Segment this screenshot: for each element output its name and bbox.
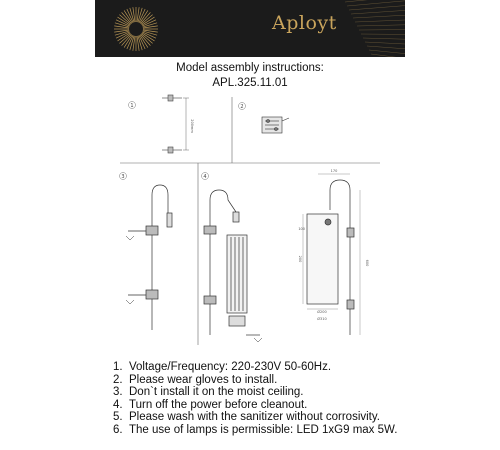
dimension-label: 600	[365, 259, 369, 267]
dimension-label: 100	[298, 227, 305, 231]
svg-text:3: 3	[121, 173, 125, 180]
instruction-list	[113, 361, 397, 437]
step-3-marker	[120, 173, 127, 180]
list-item: 5. Please wash with the sanitizer without corrosivity.	[113, 411, 380, 424]
dimension-label: Ø310	[317, 317, 327, 321]
page-title: Model assembly instructions:	[176, 62, 324, 74]
list-item: 1. Voltage/Frequency: 220-230V 50-60Hz.	[113, 361, 332, 373]
svg-text:1: 1	[130, 102, 134, 109]
list-item: 6. The use of lamps is permissible: LED 1xG9 max 5W.	[113, 423, 398, 436]
model-number: APL.325.11.01	[212, 77, 288, 89]
dimension-label: 170	[330, 169, 338, 173]
dimension-label: 200	[298, 255, 302, 263]
step-1-anchors	[162, 95, 189, 153]
step-3-lamp	[126, 185, 172, 330]
dimensioned-lamp-view	[303, 174, 360, 335]
step-4-marker	[202, 173, 209, 180]
svg-text:2: 2	[240, 103, 244, 110]
brand-name: Aployt	[272, 12, 337, 34]
dimension-label: Ø200	[317, 310, 327, 314]
step-2-bracket	[262, 117, 289, 133]
list-item: 3. Don`t install it on the moist ceiling.	[113, 386, 304, 399]
dimension-label: 200mm	[190, 119, 194, 133]
step-1-marker	[129, 102, 136, 109]
step-2-marker	[239, 103, 246, 110]
list-item: 2. Please wear gloves to install.	[113, 373, 278, 386]
step-4-lamp	[204, 190, 262, 342]
list-item: 4. Turn off the power before cleanout.	[113, 398, 308, 411]
diagram-dividers	[120, 97, 380, 345]
svg-text:4: 4	[203, 173, 207, 180]
